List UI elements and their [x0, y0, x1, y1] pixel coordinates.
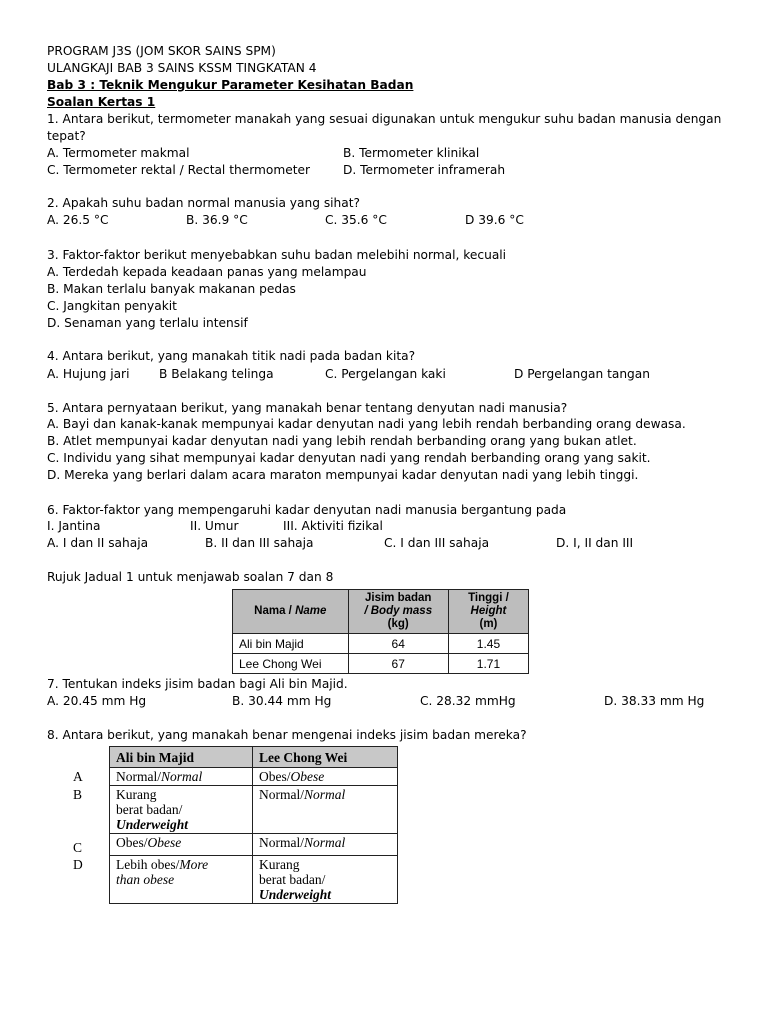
table-reference: Rujuk Jadual 1 untuk menjawab soalan 7 dan 8 — [47, 570, 334, 584]
q3-option-c: C. Jangkitan penyakit — [47, 299, 177, 313]
bmi-option-row-b — [65, 786, 398, 834]
q2-option-d: D 39.6 °C — [465, 213, 524, 227]
q4-stem: 4. Antara berikut, yang manakah titik nadi pada badan kita? — [47, 349, 416, 363]
bmi-option-row-c — [65, 834, 398, 856]
q1-option-d: D. Termometer inframerah — [343, 163, 506, 177]
q4-option-b: B Belakang telinga — [159, 367, 274, 381]
row-height: 1.45 — [448, 634, 528, 654]
col-name-header: Nama / Name — [233, 590, 349, 634]
q8-stem: 8. Antara berikut, yang manakah benar mengenai indeks jisim badan mereka? — [47, 728, 527, 742]
option-letter: B — [73, 786, 83, 802]
q7-option-a: A. 20.45 mm Hg — [47, 694, 147, 708]
q5-option-c: C. Individu yang sihat mempunyai kadar denyutan nadi yang rendah berbanding orang yang sakit. — [47, 451, 651, 465]
table-row — [233, 654, 529, 674]
q3-stem: 3. Faktor-faktor berikut menyebabkan suhu badan melebihi normal, kecuali — [47, 248, 507, 262]
row-mass: 67 — [348, 654, 448, 674]
q6-option-a: A. I dan II sahaja — [47, 536, 149, 550]
bmi-option-row-a — [65, 768, 398, 786]
program-title: PROGRAM J3S (JOM SKOR SAINS SPM) — [47, 44, 276, 58]
q2-option-b: B. 36.9 °C — [186, 213, 248, 227]
bmi-options-table — [65, 746, 398, 904]
chapter-title: Bab 3 : Teknik Mengukur Parameter Kesihatan Badan — [47, 78, 414, 92]
option-letter: A — [73, 768, 83, 784]
q1-option-a: A. Termometer makmal — [47, 146, 190, 160]
q4-option-c: C. Pergelangan kaki — [325, 367, 446, 381]
q1-stem-cont: tepat? — [47, 129, 86, 143]
q2-stem: 2. Apakah suhu badan normal manusia yang sihat? — [47, 196, 360, 210]
q7-option-d: D. 38.33 mm Hg — [604, 694, 705, 708]
q6-item-iii: III. Aktiviti fizikal — [283, 519, 383, 533]
q4-option-a: A. Hujung jari — [47, 367, 130, 381]
bmi-col-lee-header: Lee Chong Wei — [253, 747, 398, 768]
q6-option-b: B. II dan III sahaja — [205, 536, 314, 550]
q7-option-b: B. 30.44 mm Hg — [232, 694, 332, 708]
q1-option-b: B. Termometer klinikal — [343, 146, 480, 160]
q7-stem: 7. Tentukan indeks jisim badan bagi Ali bin Majid. — [47, 677, 348, 691]
row-name: Lee Chong Wei — [233, 654, 349, 674]
q5-stem: 5. Antara pernyataan berikut, yang manakah benar tentang denyutan nadi manusia? — [47, 401, 568, 415]
q3-option-a: A. Terdedah kepada keadaan panas yang melampau — [47, 265, 367, 279]
revision-title: ULANGKAJI BAB 3 SAINS KSSM TINGKATAN 4 — [47, 61, 317, 75]
ali-bmi-cell: Obes/Obese — [110, 834, 253, 856]
q5-option-a: A. Bayi dan kanak-kanak mempunyai kadar denyutan nadi yang lebih rendah berbanding orang dewasa. — [47, 417, 686, 431]
q5-option-b: B. Atlet mempunyai kadar denyutan nadi yang lebih rendah berbanding orang yang bukan atlet. — [47, 434, 637, 448]
q2-option-a: A. 26.5 °C — [47, 213, 109, 227]
row-mass: 64 — [348, 634, 448, 654]
col-mass-header: Jisim badan / Body mass (kg) — [348, 590, 448, 634]
bmi-header-row — [65, 747, 398, 768]
q6-stem: 6. Faktor-faktor yang mempengaruhi kadar denyutan nadi manusia bergantung pada — [47, 503, 567, 517]
col-height-header: Tinggi / Height (m) — [448, 590, 528, 634]
q1-option-c: C. Termometer rektal / Rectal thermometer — [47, 163, 310, 177]
ali-bmi-cell: Normal/Normal — [110, 768, 253, 786]
lee-bmi-cell: Normal/Normal — [253, 786, 398, 834]
q6-item-i: I. Jantina — [47, 519, 101, 533]
q6-option-c: C. I dan III sahaja — [384, 536, 490, 550]
q1-stem: 1. Antara berikut, termometer manakah yang sesuai digunakan untuk mengukur suhu badan manusia dengan — [47, 112, 722, 126]
q4-option-d: D Pergelangan tangan — [514, 367, 650, 381]
bmi-option-row-d — [65, 856, 398, 904]
q3-option-d: D. Senaman yang terlalu intensif — [47, 316, 248, 330]
bmi-col-ali-header: Ali bin Majid — [110, 747, 253, 768]
q5-option-d: D. Mereka yang berlari dalam acara maraton mempunyai kadar denyutan nadi yang lebih tinggi. — [47, 468, 639, 482]
table-row — [233, 634, 529, 654]
option-letter: D — [73, 856, 83, 872]
option-letter: C — [73, 839, 83, 855]
ali-bmi-cell: Kurang berat badan/ Underweight — [110, 786, 253, 834]
row-height: 1.71 — [448, 654, 528, 674]
q6-item-ii: II. Umur — [190, 519, 239, 533]
lee-bmi-cell: Kurang berat badan/ Underweight — [253, 856, 398, 904]
q2-option-c: C. 35.6 °C — [325, 213, 387, 227]
ali-bmi-cell: Lebih obes/More than obese — [110, 856, 253, 904]
table-header-row — [233, 590, 529, 634]
lee-bmi-cell: Normal/Normal — [253, 834, 398, 856]
section-title: Soalan Kertas 1 — [47, 95, 156, 109]
q7-option-c: C. 28.32 mmHg — [420, 694, 516, 708]
jadual-1-table — [232, 589, 529, 674]
row-name: Ali bin Majid — [233, 634, 349, 654]
q6-option-d: D. I, II dan III — [556, 536, 634, 550]
lee-bmi-cell: Obes/Obese — [253, 768, 398, 786]
q3-option-b: B. Makan terlalu banyak makanan pedas — [47, 282, 296, 296]
